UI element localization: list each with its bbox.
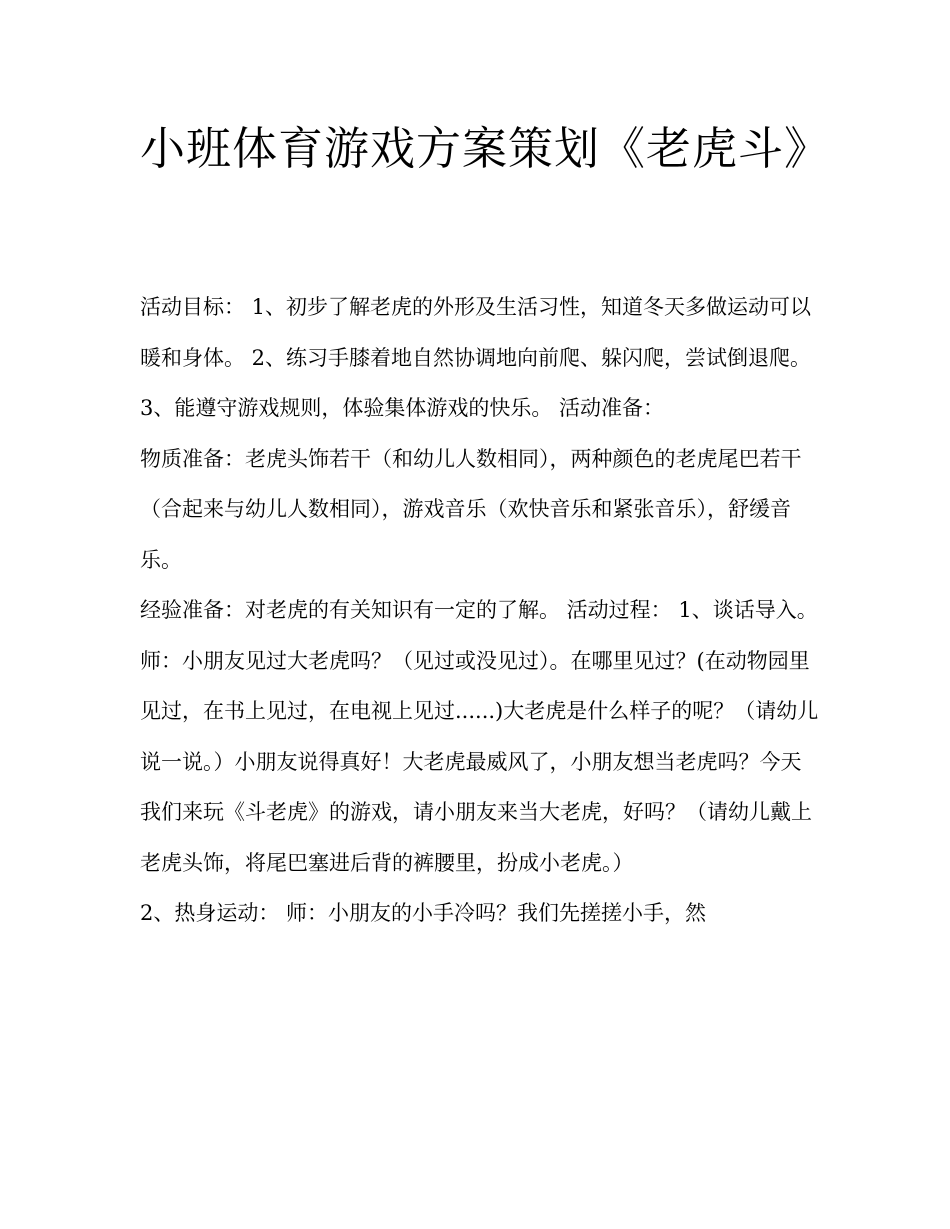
paragraph-material-prep: 物质准备：老虎头饰若干（和幼儿人数相同），两种颜色的老虎尾巴若干（合起来与幼儿人数相同），游戏音乐（欢快音乐和紧张音乐），舒缓音乐。 xyxy=(140,446,802,572)
paragraph-teacher-dialogue: 师：小朋友见过大老虎吗？（见过或没见过）。在哪里见过？(在动物园里见过，在书上见过，在电视上见过......)大老虎是什么样子的呢？（请幼儿说一说。）小朋友说得真好！大老虎最威风了，小朋友想当老虎吗？今天我们来玩《斗老虎》的游戏，请小朋友来当大老虎，好吗？（请幼儿戴上老虎头饰，将尾巴塞进后背的裤腰里，扮成小老虎。） xyxy=(140,648,819,875)
document-title: 小班体育游戏方案策划《老虎斗》 xyxy=(140,122,831,175)
paragraph-experience-prep: 经验准备：对老虎的有关知识有一定的了解。 活动过程： 1、谈话导入。 xyxy=(140,598,818,622)
paragraph-warm-up: 2、热身运动： 师：小朋友的小手冷吗？我们先搓搓小手，然 xyxy=(140,901,707,925)
paragraph-goal-3: 3、能遵守游戏规则，体验集体游戏的快乐。 活动准备： xyxy=(140,396,665,420)
document-body xyxy=(140,282,820,939)
paragraph-goals: 活动目标： 1、初步了解老虎的外形及生活习性，知道冬天多做运动可以暖和身体。 2、练习手膝着地自然协调地向前爬、躲闪爬，尝试倒退爬。 xyxy=(140,295,812,370)
